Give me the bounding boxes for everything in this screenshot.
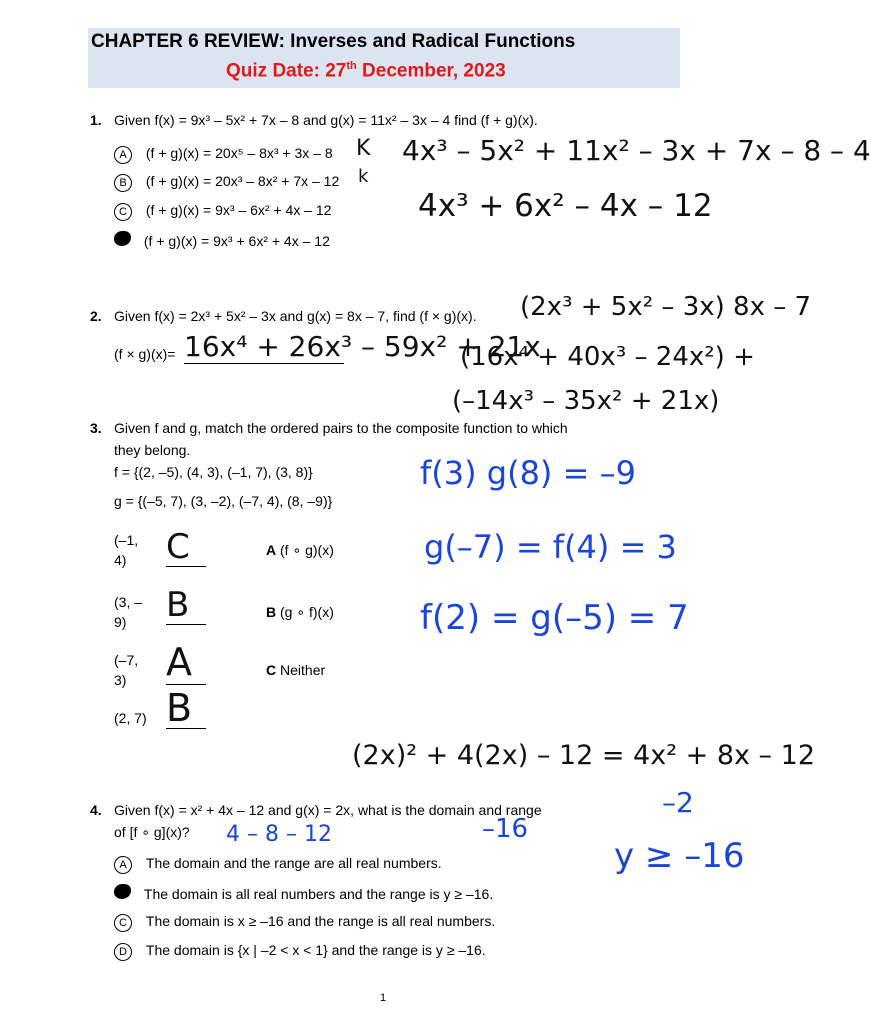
q4-option-d[interactable] <box>114 942 486 961</box>
q1-number: 1. <box>90 112 102 128</box>
option-letter: C <box>114 203 132 221</box>
option-letter: B <box>114 174 132 192</box>
q2-answer-label: (f × g)(x)= <box>114 346 176 362</box>
q4-question-line1: Given f(x) = x² + 4x – 12 and g(x) = 2x, what is the domain and range <box>114 802 542 818</box>
option-text: (f + g)(x) = 20x³ – 8x² + 7x – 12 <box>145 173 340 189</box>
page-title: CHAPTER 6 REVIEW: Inverses and Radical Functions <box>91 31 576 52</box>
q3-choice-c: C Neither <box>266 662 326 678</box>
q1-handwritten-mark-a: K <box>356 136 371 161</box>
q4-handwritten-work-4: y ≥ –16 <box>614 836 745 876</box>
q1-option-c[interactable] <box>114 202 331 221</box>
q3-choice-b: B (g ∘ f)(x) <box>266 604 334 620</box>
q4-question-line2: of [f ∘ g](x)? <box>114 824 190 840</box>
q4-handwritten-work-2: –16 <box>482 814 529 844</box>
q1-handwritten-work: 4x³ – 5x² + 11x² – 3x + 7x – 8 – 4 <box>402 134 871 167</box>
option-text: The domain is all real numbers and the range is y ≥ –16. <box>143 886 494 902</box>
q2-handwritten-work-2: (16x⁴ + 40x³ – 24x²) + <box>460 342 755 372</box>
q4-handwritten-work-1: 4 – 8 – 12 <box>226 822 332 847</box>
option-text: (f + g)(x) = 9x³ + 6x² + 4x – 12 <box>143 233 330 249</box>
q3-pair-2: (3, – 9) <box>114 594 143 630</box>
q3-handwritten-work-2: g(–7) = f(4) = 3 <box>424 528 677 566</box>
option-text: The domain and the range are all real numbers. <box>145 855 442 871</box>
q3-answer-1[interactable]: C <box>166 528 206 567</box>
q3-choice-a: A (f ∘ g)(x) <box>266 542 334 558</box>
option-text: The domain is {x | –2 < x < 1} and the range is y ≥ –16. <box>145 942 486 958</box>
q4-option-c[interactable] <box>114 913 495 932</box>
option-text: (f + g)(x) = 20x⁵ – 8x³ + 3x – 8 <box>145 145 333 161</box>
q3-question-line1: Given f and g, match the ordered pairs to the composite function to which <box>114 420 568 436</box>
option-letter: A <box>114 146 132 164</box>
q1-option-b[interactable] <box>114 173 339 192</box>
q2-number: 2. <box>90 308 102 324</box>
q3-g-set: g = {(–5, 7), (3, –2), (–7, 4), (8, –9)} <box>114 493 333 509</box>
page-number: 1 <box>380 992 387 1004</box>
option-text: The domain is x ≥ –16 and the range is all real numbers. <box>145 913 496 929</box>
q3-pair-3: (–7, 3) <box>114 652 139 688</box>
q1-handwritten-mark-b: k <box>358 166 369 187</box>
q3-answer-2[interactable]: B <box>166 586 206 625</box>
q1-question: Given f(x) = 9x³ – 5x² + 7x – 8 and g(x) = 11x² – 3x – 4 find (f + g)(x). <box>114 112 538 128</box>
q1-option-a[interactable] <box>114 145 333 164</box>
q2-question: Given f(x) = 2x³ + 5x² – 3x and g(x) = 8x – 7, find (f × g)(x). <box>114 308 477 324</box>
filled-bubble-icon <box>114 231 131 246</box>
q3-pair-4: (2, 7) <box>114 710 147 726</box>
q4-option-a[interactable] <box>114 855 442 874</box>
q1-option-d-selected[interactable] <box>114 231 330 249</box>
q3-answer-4[interactable]: B <box>166 688 206 729</box>
q4-option-b-selected[interactable] <box>114 884 493 902</box>
q3-question-line2: they belong. <box>114 442 191 458</box>
q1-handwritten-result: 4x³ + 6x² – 4x – 12 <box>418 188 713 224</box>
quiz-date: Quiz Date: 27th December, 2023 <box>226 60 506 82</box>
filled-bubble-icon <box>114 884 131 899</box>
option-text: (f + g)(x) = 9x³ – 6x² + 4x – 12 <box>145 202 332 218</box>
q3-pair-1: (–1, 4) <box>114 532 139 568</box>
option-letter: D <box>114 943 132 961</box>
q3-handwritten-work-1: f(3) g(8) = –9 <box>420 454 636 492</box>
q3-handwritten-work-4: (2x)² + 4(2x) – 12 = 4x² + 8x – 12 <box>352 740 815 771</box>
q3-f-set: f = {(2, –5), (4, 3), (–1, 7), (3, 8)} <box>114 464 313 480</box>
q2-handwritten-answer: 16x⁴ + 26x³ – 59x² + 21x <box>184 330 541 363</box>
q3-number: 3. <box>90 420 102 436</box>
q3-answer-3[interactable]: A <box>166 640 206 685</box>
q1-block <box>90 112 102 128</box>
q4-number: 4. <box>90 802 102 818</box>
q4-handwritten-work-3: –2 <box>662 786 694 819</box>
q2-handwritten-work-3: (–14x³ – 35x² + 21x) <box>452 386 720 416</box>
q3-handwritten-work-3: f(2) = g(–5) = 7 <box>420 598 689 638</box>
option-letter: A <box>114 856 132 874</box>
q2-handwritten-work-1: (2x³ + 5x² – 3x) 8x – 7 <box>520 292 812 322</box>
option-letter: C <box>114 914 132 932</box>
